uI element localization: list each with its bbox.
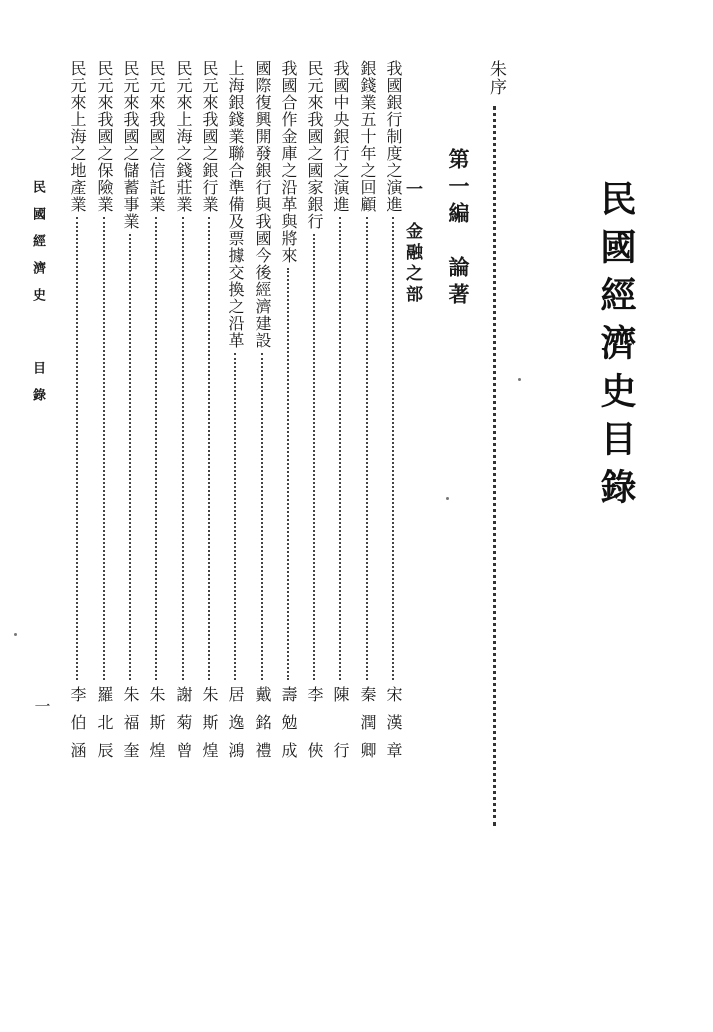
entry-author: 李 俠 [305,686,324,770]
ink-speck [446,497,449,500]
entry-title: 民元來上海之錢莊業 [174,60,193,213]
part-heading: 第一編 論著 [446,148,470,310]
entry-title: 民元來我國之儲蓄事業 [121,60,140,230]
entry-author: 謝菊曾 [174,686,193,770]
toc-entry [382,60,406,775]
toc-entry [356,60,380,775]
dot-leader [493,106,496,826]
dot-leader [208,217,210,680]
entry-author: 壽勉成 [279,686,298,770]
entry-title: 我國銀行制度之演進 [384,60,403,213]
dot-leader [155,217,157,680]
entry-title: 我國合作金庫之沿革與將來 [279,60,298,264]
entry-title: 民元來我國之信託業 [147,60,166,213]
entry-author: 秦潤卿 [358,686,377,770]
preface-entry [480,60,510,770]
toc-entry [145,60,169,775]
toc-entry [251,60,275,775]
toc-entry [93,60,117,775]
entry-author: 宋漢章 [384,686,403,770]
dot-leader [103,217,105,680]
book-title: 民國經濟史目錄 [595,180,636,516]
toc-entry [303,60,327,775]
entry-title: 上海銀錢業聯合準備及票據交換之沿革 [226,60,245,349]
dot-leader [261,353,263,680]
toc-entry [119,60,143,775]
entry-title: 我國中央銀行之演進 [331,60,350,213]
running-header [28,180,47,415]
dot-leader [313,234,315,680]
section-heading: 一 金融之部 [402,180,422,306]
page-number: 一 [32,698,51,714]
toc-entry [277,60,301,775]
entry-author: 陳 行 [331,686,350,770]
dot-leader [129,234,131,680]
entry-author: 戴銘禮 [253,686,272,770]
entry-author: 李伯涵 [68,686,87,770]
entry-title: 民元來我國之銀行業 [200,60,219,213]
entry-title: 銀錢業五十年之回顧 [358,60,377,213]
entry-title: 民元來我國之國家銀行 [305,60,324,230]
preface-label: 朱序 [486,60,506,96]
dot-leader [392,217,394,680]
dot-leader [287,268,289,680]
entry-author: 居逸鴻 [226,686,245,770]
ink-speck [14,633,17,636]
toc-entry [172,60,196,775]
toc-entry [224,60,248,775]
dot-leader [182,217,184,680]
dot-leader [366,217,368,680]
dot-leader [76,217,78,680]
running-header-title: 民國經濟史 [30,180,45,315]
toc-entry [66,60,90,775]
entry-title: 國際復興開發銀行與我國今後經濟建設 [253,60,272,349]
entry-title: 民元來上海之地產業 [68,60,87,213]
toc-entry [198,60,222,775]
entry-author: 朱斯煌 [200,686,219,770]
running-header-section: 目錄 [30,361,45,415]
entry-author: 朱斯煌 [147,686,166,770]
dot-leader [234,353,236,680]
entry-author: 朱福奎 [121,686,140,770]
entry-author: 羅北辰 [95,686,114,770]
toc-entry [329,60,353,775]
dot-leader [339,217,341,680]
entry-title: 民元來我國之保險業 [95,60,114,213]
ink-speck [518,378,521,381]
